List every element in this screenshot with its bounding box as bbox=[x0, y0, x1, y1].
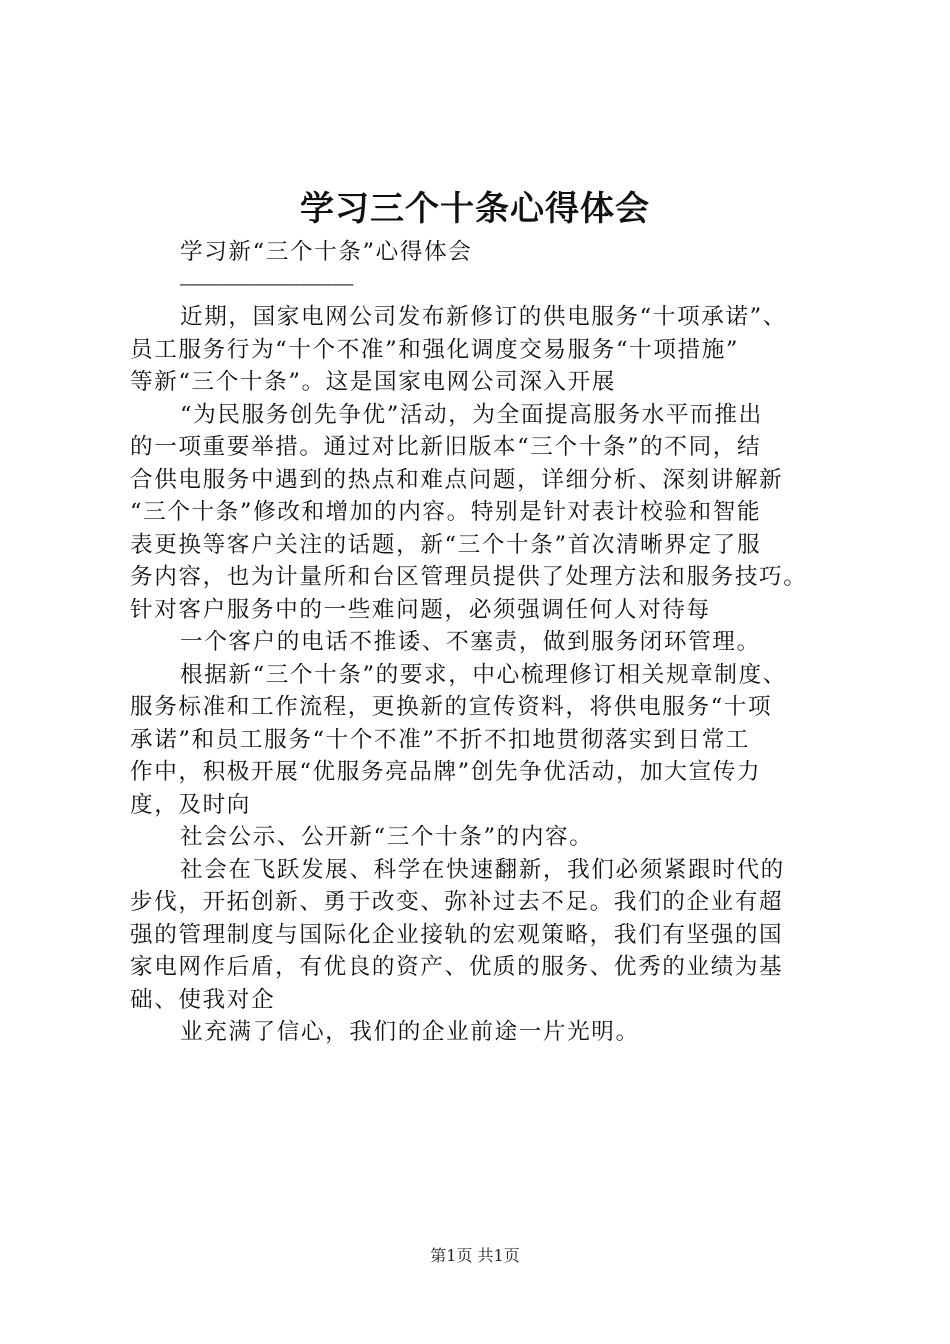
page-footer: 第1页 共1页 bbox=[430, 1246, 520, 1265]
document-title: 学习三个十条心得体会 bbox=[300, 189, 650, 229]
body-line: 家电网作后盾，有优良的资产、优质的服务、优秀的业绩为基 bbox=[130, 954, 784, 980]
body-line: 步伐，开拓创新、勇于改变、弥补过去不足。我们的企业有超 bbox=[130, 889, 784, 915]
body-line: 合供电服务中遇到的热点和难点问题，详细分析、深刻讲解新 bbox=[130, 466, 784, 493]
body-line: 强的管理制度与国际化企业接轨的宏观策略，我们有坚强的国 bbox=[130, 921, 784, 948]
body-line: 一个客户的电话不推诿、不塞责，做到服务闭环管理。 bbox=[180, 629, 761, 655]
body-line: 的一项重要举措。通过对比新旧版本“三个十条”的不同，结 bbox=[130, 434, 762, 460]
body-line: “为民服务创先争优”活动，为全面提高服务水平而推出 bbox=[180, 401, 763, 428]
body-line: “三个十条”修改和增加的内容。特别是针对表计校验和智能 bbox=[130, 499, 762, 525]
body-line: 作中，积极开展“优服务亮品牌”创先争优活动，加大宣传力 bbox=[130, 759, 762, 785]
body-line: 针对客户服务中的一些难问题，必须强调任何人对待每 bbox=[130, 596, 711, 623]
body-line: 等新“三个十条”。这是国家电网公司深入开展 bbox=[130, 369, 616, 395]
body-line: 服务标准和工作流程，更换新的宣传资料，将供电服务“十项 bbox=[130, 694, 773, 720]
body-line: 根据新“三个十条”的要求，中心梳理修订相关规章制度、 bbox=[180, 661, 787, 688]
subtitle: 学习新“三个十条”心得体会 bbox=[180, 239, 473, 265]
body-line: 社会在飞跃发展、科学在快速翻新，我们必须紧跟时代的 bbox=[180, 856, 785, 883]
separator-line: ———————————————— bbox=[180, 273, 354, 295]
body-line: 务内容，也为计量所和台区管理员提供了处理方法和服务技巧。 bbox=[130, 564, 808, 590]
body-line: 础、使我对企 bbox=[130, 986, 276, 1013]
body-line: 度，及时向 bbox=[130, 791, 251, 818]
document-body bbox=[130, 236, 850, 1049]
body-line: 业充满了信心，我们的企业前途一片光明。 bbox=[180, 1019, 640, 1045]
body-line: 近期，国家电网公司发布新修订的供电服务“十项承诺”、 bbox=[180, 304, 787, 330]
body-line: 承诺”和员工服务“十个不准”不折不扣地贯彻落实到日常工 bbox=[130, 726, 751, 753]
body-line: 员工服务行为“十个不准”和强化调度交易服务“十项措施” bbox=[130, 336, 740, 363]
body-line: 表更换等客户关注的话题，新“三个十条”首次清晰界定了服 bbox=[130, 531, 762, 558]
body-line: 社会公示、公开新“三个十条”的内容。 bbox=[180, 824, 594, 850]
